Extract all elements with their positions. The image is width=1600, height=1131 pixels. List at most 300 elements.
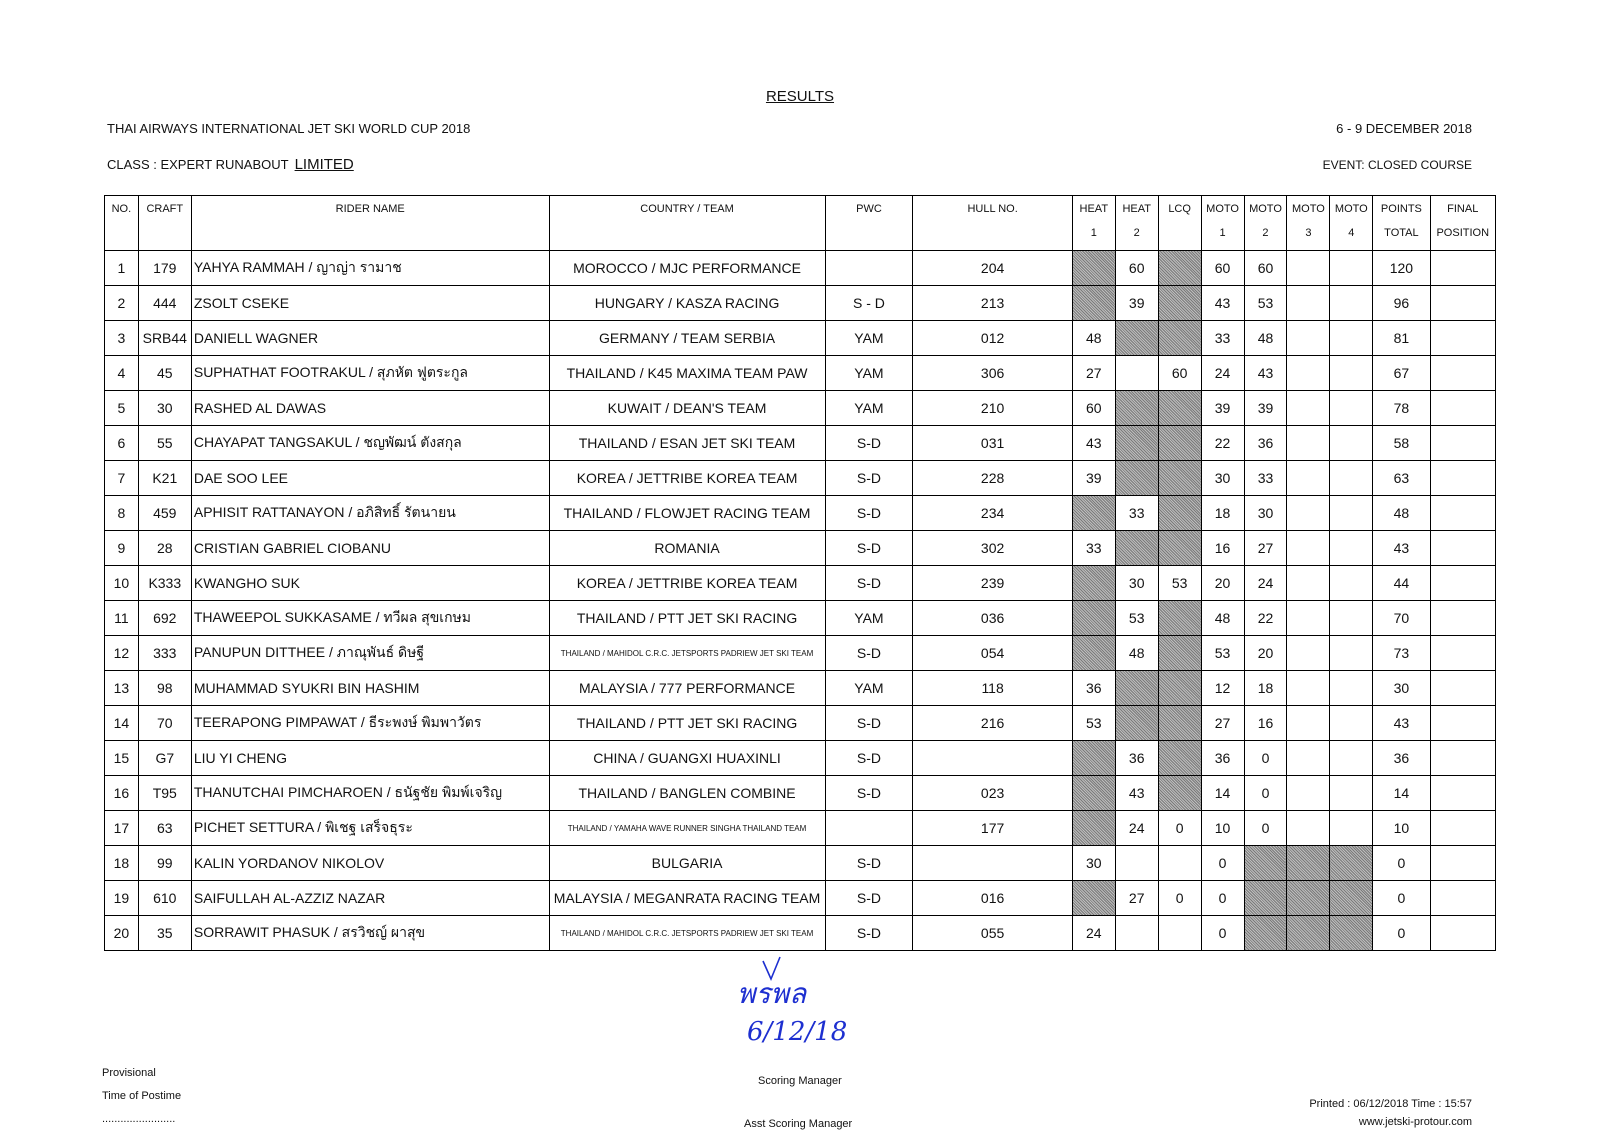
header-lcq	[1158, 196, 1201, 251]
cell-moto-4	[1330, 741, 1373, 776]
cell-moto-4	[1330, 321, 1373, 356]
cell-no: 13	[105, 671, 139, 706]
event-name: THAI AIRWAYS INTERNATIONAL JET SKI WORLD CUP 2018	[107, 121, 471, 136]
cell-pwc: S-D	[825, 741, 913, 776]
scoring-manager-label: Scoring Manager	[758, 1075, 842, 1087]
cell-moto-1: 27	[1201, 706, 1244, 741]
cell-moto-1: 39	[1201, 391, 1244, 426]
cell-team: GERMANY / TEAM SERBIA	[549, 321, 825, 356]
cell-moto-1: 12	[1201, 671, 1244, 706]
cell-team: THAILAND / PTT JET SKI RACING	[549, 601, 825, 636]
cell-moto-4	[1330, 286, 1373, 321]
cell-moto-3	[1287, 461, 1330, 496]
cell-rider-name: KWANGHO SUK	[191, 566, 549, 601]
cell-heat-2: 39	[1115, 286, 1158, 321]
cell-moto-4	[1330, 251, 1373, 286]
cell-moto-4	[1330, 391, 1373, 426]
table-row	[105, 811, 1496, 846]
cell-moto-1: 10	[1201, 811, 1244, 846]
cell-moto-1: 53	[1201, 636, 1244, 671]
cell-moto-1: 0	[1201, 846, 1244, 881]
cell-final-position	[1430, 916, 1495, 951]
cell-moto-3	[1287, 391, 1330, 426]
cell-team: MALAYSIA / MEGANRATA RACING TEAM	[549, 881, 825, 916]
cell-moto-3	[1287, 671, 1330, 706]
cell-heat-1: 39	[1072, 461, 1115, 496]
cell-rider-name: APHISIT RATTANAYON / อภิสิทธิ์ รัตนายน	[191, 496, 549, 531]
cell-rider-name: TEERAPONG PIMPAWAT / ธีระพงษ์ พิมพาวัตร	[191, 706, 549, 741]
cell-moto-2	[1244, 846, 1287, 881]
table-row	[105, 601, 1496, 636]
cell-no: 17	[105, 811, 139, 846]
cell-team: HUNGARY / KASZA RACING	[549, 286, 825, 321]
cell-heat-2	[1115, 356, 1158, 391]
cell-team: THAILAND / K45 MAXIMA TEAM PAW	[549, 356, 825, 391]
cell-moto-1: 30	[1201, 461, 1244, 496]
header-line-1: RIDER NAME	[335, 203, 405, 215]
cell-heat-1	[1072, 881, 1115, 916]
cell-pwc: YAM	[825, 356, 913, 391]
cell-pwc: S-D	[825, 426, 913, 461]
cell-moto-4	[1330, 531, 1373, 566]
header-line-1: HEAT	[1122, 203, 1151, 215]
cell-team: BULGARIA	[549, 846, 825, 881]
cell-moto-1: 18	[1201, 496, 1244, 531]
header-line-2: 4	[1348, 227, 1355, 239]
cell-hull-no: 210	[913, 391, 1072, 426]
table-row	[105, 846, 1496, 881]
cell-moto-2: 39	[1244, 391, 1287, 426]
cell-lcq	[1158, 391, 1201, 426]
cell-lcq	[1158, 251, 1201, 286]
provisional-label: Provisional	[102, 1067, 156, 1079]
cell-moto-3	[1287, 426, 1330, 461]
cell-moto-4	[1330, 846, 1373, 881]
cell-final-position	[1430, 356, 1495, 391]
cell-moto-2: 30	[1244, 496, 1287, 531]
cell-heat-2	[1115, 461, 1158, 496]
cell-team: THAILAND / YAMAHA WAVE RUNNER SINGHA THAILAND TEAM	[549, 811, 825, 846]
cell-points-total: 96	[1373, 286, 1430, 321]
cell-pwc: YAM	[825, 391, 913, 426]
table-row	[105, 916, 1496, 951]
cell-points-total: 44	[1373, 566, 1430, 601]
cell-rider-name: RASHED AL DAWAS	[191, 391, 549, 426]
cell-heat-1	[1072, 566, 1115, 601]
table-body	[105, 251, 1496, 951]
website: www.jetski-protour.com	[1358, 1116, 1472, 1128]
cell-craft: 55	[138, 426, 191, 461]
cell-points-total: 58	[1373, 426, 1430, 461]
results-table	[104, 195, 1496, 951]
header-pwc	[825, 196, 913, 251]
cell-no: 16	[105, 776, 139, 811]
cell-craft: 35	[138, 916, 191, 951]
header-line-1: CRAFT	[146, 203, 184, 215]
cell-lcq: 0	[1158, 881, 1201, 916]
cell-rider-name: MUHAMMAD SYUKRI BIN HASHIM	[191, 671, 549, 706]
cell-hull-no: 228	[913, 461, 1072, 496]
cell-rider-name: PANUPUN DITTHEE / ภาณุพันธ์ ดิษฐี	[191, 636, 549, 671]
event-type: EVENT: CLOSED COURSE	[1322, 158, 1472, 172]
cell-no: 18	[105, 846, 139, 881]
cell-hull-no: 055	[913, 916, 1072, 951]
cell-no: 7	[105, 461, 139, 496]
cell-team: THAILAND / PTT JET SKI RACING	[549, 706, 825, 741]
header-points-total	[1373, 196, 1430, 251]
cell-heat-1	[1072, 776, 1115, 811]
cell-moto-3	[1287, 776, 1330, 811]
cell-lcq	[1158, 321, 1201, 356]
cell-moto-3	[1287, 321, 1330, 356]
cell-moto-4	[1330, 636, 1373, 671]
cell-heat-2: 48	[1115, 636, 1158, 671]
cell-moto-2: 24	[1244, 566, 1287, 601]
cell-pwc: YAM	[825, 321, 913, 356]
cell-final-position	[1430, 531, 1495, 566]
cell-heat-1	[1072, 741, 1115, 776]
table-row	[105, 671, 1496, 706]
cell-hull-no: 031	[913, 426, 1072, 461]
cell-lcq	[1158, 601, 1201, 636]
cell-craft: K333	[138, 566, 191, 601]
cell-lcq	[1158, 426, 1201, 461]
cell-moto-2	[1244, 881, 1287, 916]
cell-pwc: YAM	[825, 601, 913, 636]
cell-moto-3	[1287, 531, 1330, 566]
cell-hull-no: 036	[913, 601, 1072, 636]
header-line-2: 3	[1305, 227, 1312, 239]
cell-lcq	[1158, 776, 1201, 811]
cell-final-position	[1430, 391, 1495, 426]
cell-craft: 459	[138, 496, 191, 531]
header-team	[549, 196, 825, 251]
cell-points-total: 0	[1373, 846, 1430, 881]
cell-no: 3	[105, 321, 139, 356]
cell-rider-name: SORRAWIT PHASUK / สรวิชญ์ ผาสุข	[191, 916, 549, 951]
cell-hull-no: 023	[913, 776, 1072, 811]
cell-final-position	[1430, 461, 1495, 496]
cell-no: 12	[105, 636, 139, 671]
cell-craft: 99	[138, 846, 191, 881]
cell-no: 20	[105, 916, 139, 951]
cell-team: THAILAND / MAHIDOL C.R.C. JETSPORTS PADRIEW JET SKI TEAM	[549, 916, 825, 951]
cell-craft: 610	[138, 881, 191, 916]
cell-points-total: 43	[1373, 706, 1430, 741]
cell-heat-1: 60	[1072, 391, 1115, 426]
cell-hull-no: 016	[913, 881, 1072, 916]
cell-moto-1: 33	[1201, 321, 1244, 356]
cell-points-total: 48	[1373, 496, 1430, 531]
signature-name: พรพล	[737, 977, 807, 1010]
cell-moto-2: 0	[1244, 776, 1287, 811]
header-craft	[138, 196, 191, 251]
cell-heat-2	[1115, 916, 1158, 951]
cell-lcq	[1158, 846, 1201, 881]
cell-hull-no: 306	[913, 356, 1072, 391]
cell-moto-4	[1330, 426, 1373, 461]
cell-points-total: 14	[1373, 776, 1430, 811]
cell-lcq	[1158, 531, 1201, 566]
cell-moto-4	[1330, 881, 1373, 916]
cell-no: 6	[105, 426, 139, 461]
cell-heat-1: 27	[1072, 356, 1115, 391]
signature	[735, 955, 865, 1050]
cell-no: 5	[105, 391, 139, 426]
cell-hull-no: 118	[913, 671, 1072, 706]
cell-points-total: 120	[1373, 251, 1430, 286]
cell-moto-2: 36	[1244, 426, 1287, 461]
table-row	[105, 356, 1496, 391]
cell-hull-no	[913, 741, 1072, 776]
cell-no: 15	[105, 741, 139, 776]
cell-final-position	[1430, 811, 1495, 846]
cell-moto-1: 43	[1201, 286, 1244, 321]
cell-final-position	[1430, 321, 1495, 356]
cell-points-total: 0	[1373, 916, 1430, 951]
cell-moto-2: 43	[1244, 356, 1287, 391]
cell-heat-1: 43	[1072, 426, 1115, 461]
cell-heat-2	[1115, 706, 1158, 741]
cell-moto-4	[1330, 566, 1373, 601]
cell-team: KOREA / JETTRIBE KOREA TEAM	[549, 566, 825, 601]
cell-rider-name: THANUTCHAI PIMCHAROEN / ธนัฐชัย พิมพ์เจริญ	[191, 776, 549, 811]
cell-moto-1: 24	[1201, 356, 1244, 391]
cell-final-position	[1430, 741, 1495, 776]
cell-pwc: S-D	[825, 776, 913, 811]
cell-moto-4	[1330, 671, 1373, 706]
header-line-1: PWC	[856, 203, 882, 215]
header-final-position	[1430, 196, 1495, 251]
cell-moto-4	[1330, 356, 1373, 391]
cell-final-position	[1430, 286, 1495, 321]
header-line-1: HEAT	[1079, 203, 1109, 215]
cell-pwc: S-D	[825, 531, 913, 566]
cell-rider-name: SAIFULLAH AL-AZZIZ NAZAR	[191, 881, 549, 916]
header-line-1: HULL NO.	[967, 203, 1018, 215]
header-moto-3	[1287, 196, 1330, 251]
header-no	[105, 196, 139, 251]
cell-heat-1	[1072, 811, 1115, 846]
cell-pwc: S-D	[825, 636, 913, 671]
time-of-postime-label: Time of Postime	[102, 1090, 182, 1102]
cell-craft: 98	[138, 671, 191, 706]
page-title: RESULTS	[765, 88, 835, 105]
cell-pwc: S-D	[825, 881, 913, 916]
cell-rider-name: LIU YI CHENG	[191, 741, 549, 776]
cell-moto-1: 20	[1201, 566, 1244, 601]
cell-no: 14	[105, 706, 139, 741]
header-line-1: FINAL	[1447, 203, 1479, 215]
cell-heat-2: 27	[1115, 881, 1158, 916]
cell-no: 4	[105, 356, 139, 391]
header-heat-2	[1115, 196, 1158, 251]
cell-hull-no: 213	[913, 286, 1072, 321]
header-line-1: MOTO	[1206, 203, 1239, 215]
cell-craft: G7	[138, 741, 191, 776]
header-line-1: MOTO	[1249, 203, 1282, 215]
cell-heat-2: 24	[1115, 811, 1158, 846]
cell-moto-1: 0	[1201, 916, 1244, 951]
table-row	[105, 496, 1496, 531]
cell-moto-1: 14	[1201, 776, 1244, 811]
cell-moto-4	[1330, 706, 1373, 741]
cell-final-position	[1430, 776, 1495, 811]
cell-final-position	[1430, 706, 1495, 741]
cell-heat-1: 33	[1072, 531, 1115, 566]
cell-moto-3	[1287, 286, 1330, 321]
cell-final-position	[1430, 251, 1495, 286]
cell-heat-1	[1072, 286, 1115, 321]
cell-moto-4	[1330, 496, 1373, 531]
cell-heat-2: 33	[1115, 496, 1158, 531]
cell-heat-1: 36	[1072, 671, 1115, 706]
cell-points-total: 70	[1373, 601, 1430, 636]
cell-pwc: S-D	[825, 846, 913, 881]
cell-hull-no: 012	[913, 321, 1072, 356]
cell-craft: 70	[138, 706, 191, 741]
cell-pwc	[825, 251, 913, 286]
cell-pwc: S - D	[825, 286, 913, 321]
event-dates: 6 - 9 DECEMBER 2018	[1336, 121, 1472, 136]
cell-rider-name: CHAYAPAT TANGSAKUL / ชญพัฒน์ ตังสกุล	[191, 426, 549, 461]
cell-hull-no	[913, 846, 1072, 881]
header-line-1: MOTO	[1334, 203, 1368, 215]
cell-moto-2: 20	[1244, 636, 1287, 671]
header-line-2: 2	[1133, 227, 1140, 239]
cell-moto-3	[1287, 846, 1330, 881]
cell-no: 19	[105, 881, 139, 916]
header-line-2: TOTAL	[1384, 227, 1419, 239]
cell-pwc: S-D	[825, 916, 913, 951]
table-row	[105, 636, 1496, 671]
cell-lcq	[1158, 741, 1201, 776]
cell-rider-name: ZSOLT CSEKE	[191, 286, 549, 321]
cell-moto-2: 53	[1244, 286, 1287, 321]
cell-heat-2: 30	[1115, 566, 1158, 601]
cell-pwc: S-D	[825, 566, 913, 601]
cell-craft: 444	[138, 286, 191, 321]
cell-team: KUWAIT / DEAN'S TEAM	[549, 391, 825, 426]
cell-moto-4	[1330, 916, 1373, 951]
header-hull-no	[913, 196, 1072, 251]
cell-pwc: S-D	[825, 706, 913, 741]
cell-craft: 692	[138, 601, 191, 636]
cell-hull-no: 204	[913, 251, 1072, 286]
asst-scoring-manager-label: Asst Scoring Manager	[744, 1118, 853, 1130]
cell-lcq	[1158, 706, 1201, 741]
cell-final-position	[1430, 636, 1495, 671]
cell-rider-name: SUPHATHAT FOOTRAKUL / สุภหัต ฟูตระกูล	[191, 356, 549, 391]
header-rider-name	[191, 196, 549, 251]
cell-final-position	[1430, 601, 1495, 636]
cell-hull-no: 234	[913, 496, 1072, 531]
cell-moto-2: 22	[1244, 601, 1287, 636]
cell-moto-2: 33	[1244, 461, 1287, 496]
table-row	[105, 391, 1496, 426]
cell-craft: 28	[138, 531, 191, 566]
cell-craft: 63	[138, 811, 191, 846]
table-row	[105, 566, 1496, 601]
cell-rider-name: KALIN YORDANOV NIKOLOV	[191, 846, 549, 881]
cell-moto-3	[1287, 811, 1330, 846]
header-line-1: COUNTRY / TEAM	[640, 203, 734, 215]
cell-points-total: 30	[1373, 671, 1430, 706]
cell-team: THAILAND / MAHIDOL C.R.C. JETSPORTS PADRIEW JET SKI TEAM	[549, 636, 825, 671]
cell-craft: T95	[138, 776, 191, 811]
cell-heat-1: 30	[1072, 846, 1115, 881]
signature-date: 6/12/18	[747, 1017, 848, 1047]
class-name: LIMITED	[294, 156, 354, 173]
cell-rider-name: DAE SOO LEE	[191, 461, 549, 496]
header-line-2: 2	[1262, 227, 1269, 239]
cell-moto-3	[1287, 356, 1330, 391]
cell-final-position	[1430, 881, 1495, 916]
cell-moto-4	[1330, 776, 1373, 811]
header-line-2: POSITION	[1436, 227, 1490, 239]
cell-heat-2	[1115, 846, 1158, 881]
cell-rider-name: DANIELL WAGNER	[191, 321, 549, 356]
cell-pwc: S-D	[825, 496, 913, 531]
cell-moto-1: 22	[1201, 426, 1244, 461]
cell-rider-name: THAWEEPOL SUKKASAME / ทวีผล สุขเกษม	[191, 601, 549, 636]
cell-moto-1: 16	[1201, 531, 1244, 566]
class-prefix: CLASS : EXPERT RUNABOUT	[107, 157, 289, 172]
cell-lcq	[1158, 461, 1201, 496]
cell-no: 1	[105, 251, 139, 286]
table-row	[105, 426, 1496, 461]
cell-heat-2	[1115, 321, 1158, 356]
table-row	[105, 776, 1496, 811]
cell-team: KOREA / JETTRIBE KOREA TEAM	[549, 461, 825, 496]
cell-team: THAILAND / BANGLEN COMBINE	[549, 776, 825, 811]
header-row	[105, 196, 1496, 251]
cell-team: MALAYSIA / 777 PERFORMANCE	[549, 671, 825, 706]
cell-moto-1: 48	[1201, 601, 1244, 636]
cell-craft: 30	[138, 391, 191, 426]
cell-moto-2: 18	[1244, 671, 1287, 706]
cell-craft: 45	[138, 356, 191, 391]
cell-final-position	[1430, 496, 1495, 531]
cell-points-total: 43	[1373, 531, 1430, 566]
table-row	[105, 741, 1496, 776]
cell-heat-1	[1072, 636, 1115, 671]
table-row	[105, 881, 1496, 916]
cell-heat-2: 60	[1115, 251, 1158, 286]
cell-heat-2	[1115, 671, 1158, 706]
cell-craft: SRB44	[138, 321, 191, 356]
cell-rider-name: PICHET SETTURA / พิเชฐ เสร็จธุระ	[191, 811, 549, 846]
cell-points-total: 0	[1373, 881, 1430, 916]
cell-lcq	[1158, 286, 1201, 321]
cell-team: THAILAND / FLOWJET RACING TEAM	[549, 496, 825, 531]
cell-points-total: 73	[1373, 636, 1430, 671]
cell-no: 2	[105, 286, 139, 321]
cell-lcq: 0	[1158, 811, 1201, 846]
header-line-1: NO.	[111, 203, 132, 215]
cell-moto-2: 48	[1244, 321, 1287, 356]
cell-heat-1	[1072, 251, 1115, 286]
cell-hull-no: 177	[913, 811, 1072, 846]
postime-dotted-line: ........................	[102, 1113, 176, 1125]
cell-rider-name: YAHYA RAMMAH / ญาญ่า รามาช	[191, 251, 549, 286]
cell-moto-1: 36	[1201, 741, 1244, 776]
cell-points-total: 63	[1373, 461, 1430, 496]
cell-heat-1: 53	[1072, 706, 1115, 741]
table-row	[105, 251, 1496, 286]
cell-moto-2: 0	[1244, 741, 1287, 776]
cell-team: THAILAND / ESAN JET SKI TEAM	[549, 426, 825, 461]
